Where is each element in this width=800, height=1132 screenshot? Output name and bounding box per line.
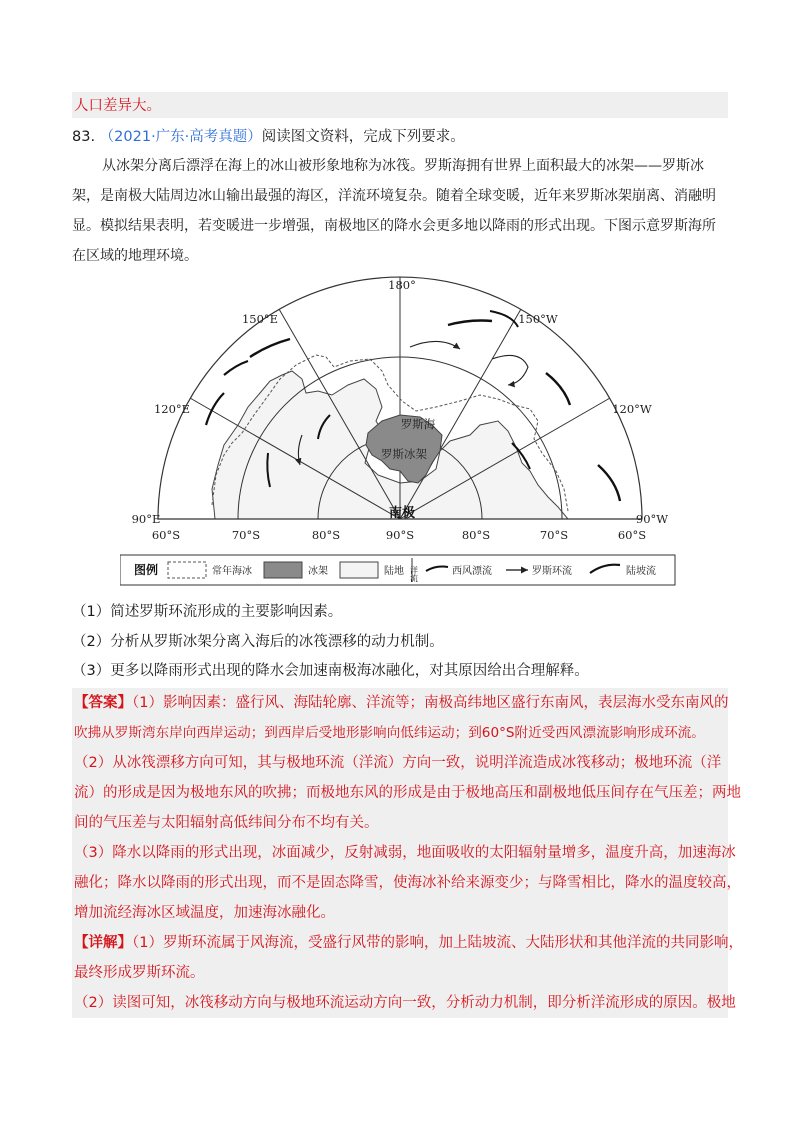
answer-line-6: （3）降水以降雨的形式出现，冰面减少，反射减弱，地面吸收的太阳辐射量增多，温度升高，加速海冰 — [74, 845, 736, 861]
legend-westerly-drift-label: 西风漂流 — [452, 566, 492, 577]
lat-label-80s-right: 80°S — [461, 528, 491, 542]
lon-90e-label: 90°E — [131, 512, 161, 526]
answer-block — [72, 688, 743, 1018]
passage-line-1: 从冰架分离后漂浮在海上的冰山被形象地称为冰筏。罗斯海拥有世界上面积最大的冰架——罗斯冰 — [102, 158, 704, 174]
question-number: 83. — [72, 129, 96, 145]
passage-line-4: 在区域的地理环境。 — [72, 248, 198, 264]
detail-tag: 【详解】 — [74, 935, 132, 951]
legend-slope-current-label: 陆坡流 — [626, 566, 656, 577]
ross-sea-map — [120, 275, 680, 590]
lat-label-70s-right: 70°S — [539, 528, 569, 542]
lat-label-60s-left: 60°S — [151, 528, 181, 542]
lat-label-70s-left: 70°S — [231, 528, 261, 542]
ross-ice-shelf-label: 罗斯冰架 — [381, 447, 427, 461]
answer-text-1: （1）影响因素：盛行风、海陆轮廓、洋流等；南极高纬地区盛行东南风，表层海水受东南风的 — [132, 695, 729, 711]
lon-180-label: 180° — [388, 278, 416, 292]
previous-answer-fragment — [72, 92, 728, 118]
answer-line-2: 吹拂从罗斯湾东岸向西岸运动；到西岸后受地形影响向低纬运动；到60°S附近受西风漂流影响形成环流。 — [74, 725, 705, 741]
answer-line-7: 融化；降水以降雨的形式出现，而不是固态降雪，使海冰补给来源变少；与降雪相比，降水的温度较高， — [74, 875, 741, 891]
answer-tag: 【答案】 — [74, 695, 132, 711]
legend-ice-shelf-label: 冰架 — [308, 566, 328, 577]
lat-label-90s: 90°S — [385, 528, 415, 542]
question-2: （2）分析从罗斯冰架分离入海后的冰筏漂移的动力机制。 — [72, 634, 444, 650]
question-3: （3）更多以降雨形式出现的降水会加速南极海冰融化，对其原因给出合理解释。 — [72, 663, 589, 679]
lon-150e-label: 150°E — [241, 312, 279, 326]
answer-line-1 — [72, 688, 728, 718]
lon-90w-label: 90°W — [635, 512, 669, 526]
question-source-link[interactable]: （2021·广东·高考真题） — [99, 129, 262, 145]
answer-line-3: （2）从冰筏漂移方向可知，其与极地环流（洋流）方向一致，说明洋流造成冰筏移动；极地环流（洋 — [74, 755, 722, 771]
passage-line-2: 架，是南极大陆周边冰山输出最强的海区，洋流环境复杂。随着全球变暖，近年来罗斯冰架崩离、消融明 — [72, 188, 716, 204]
legend-ross-gyre-label: 罗斯环流 — [532, 566, 572, 577]
south-pole-label: 南极 — [388, 506, 416, 521]
map-legend — [120, 555, 675, 585]
passage-line-3: 显。模拟结果表明，若变暖进一步增强，南极地区的降水会更多地以降雨的形式出现。下图示意罗斯海所 — [72, 218, 716, 234]
lat-label-80s-left: 80°S — [311, 528, 341, 542]
detail-line-3: （2）读图可知，冰筏移动方向与极地环流运动方向一致，分析动力机制，即分析洋流形成的原因。极地 — [74, 995, 736, 1011]
answer-line-8: 增加流经海冰区域温度，加速海冰融化。 — [74, 905, 335, 921]
legend-current-group-label: 洋流 — [409, 566, 419, 582]
answer-line-4: 流）的形成是因为极地东风的吹拂；而极地东风的形成是由于极地高压和副极地低压间存在气压差；两地 — [74, 785, 741, 801]
lon-120w-label: 120°W — [612, 402, 652, 416]
question-instruction: 阅读图文资料，完成下列要求。 — [261, 129, 465, 145]
legend-land-label: 陆地 — [384, 566, 404, 577]
detail-text-1: （1）罗斯环流属于风海流，受盛行风带的影响，加上陆坡流、大陆形状和其他洋流的共同影响， — [132, 935, 743, 951]
legend-title: 图例 — [134, 563, 159, 577]
detail-line-1 — [72, 928, 743, 958]
lon-120e-label: 120°E — [153, 402, 191, 416]
legend-sea-ice-label: 常年海冰 — [212, 566, 252, 577]
question-header — [72, 122, 728, 152]
previous-answer-text: 人口差异大。 — [74, 98, 161, 114]
detail-line-2: 最终形成罗斯环流。 — [74, 965, 205, 981]
lat-label-60s-right: 60°S — [617, 528, 647, 542]
question-1: （1）简述罗斯环流形成的主要影响因素。 — [72, 604, 343, 620]
lon-150w-label: 150°W — [518, 312, 558, 326]
answer-line-5: 间的气压差与太阳辐射高低纬间分布不均有关。 — [74, 815, 379, 831]
ross-sea-label: 罗斯海 — [400, 417, 436, 431]
